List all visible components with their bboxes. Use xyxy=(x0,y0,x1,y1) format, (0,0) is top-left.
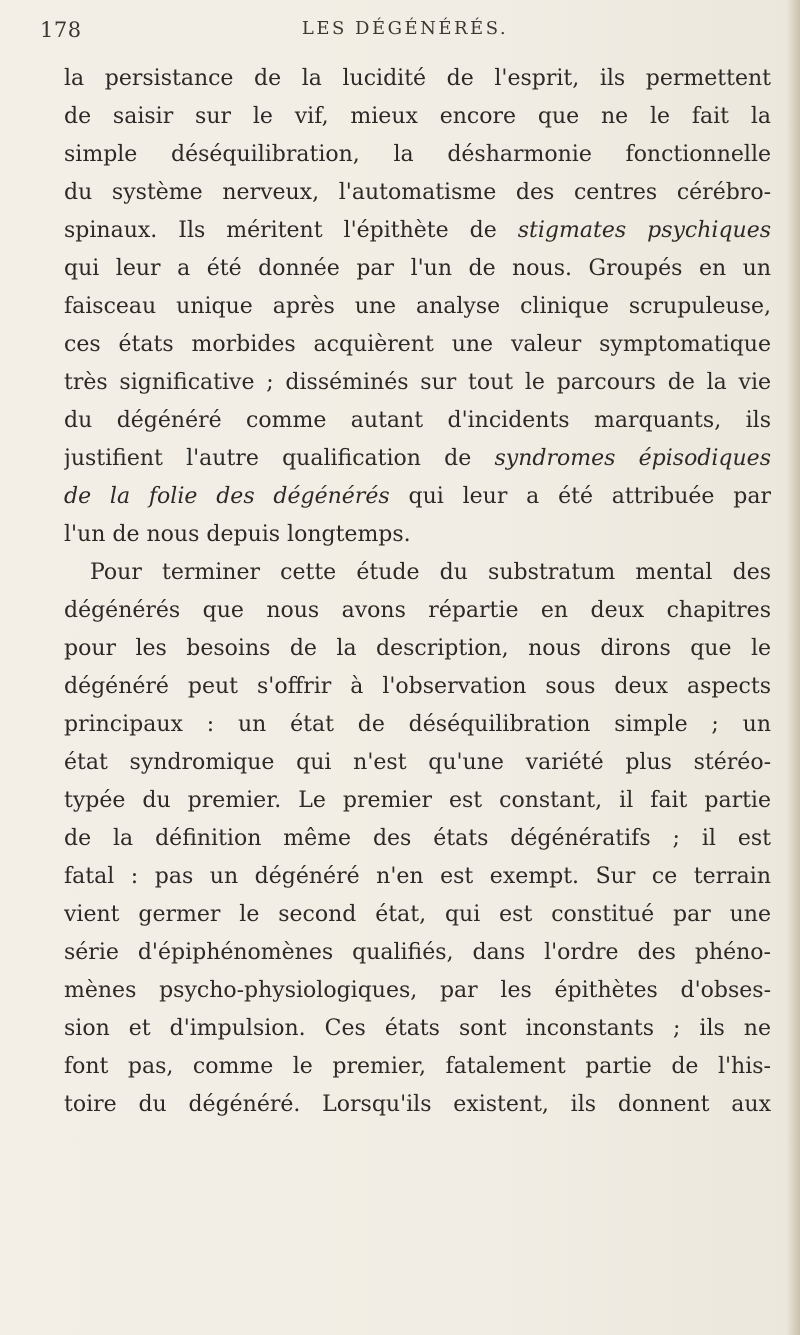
text-line-16 xyxy=(64,630,771,668)
text-run: simple déséquilibration, la désharmonie fonctionnelle xyxy=(64,142,771,167)
text-line-5 xyxy=(64,212,771,250)
text-run: état syndromique qui n'est qu'une variété plus stéréo- xyxy=(64,750,771,775)
text-line-8 xyxy=(64,326,771,364)
text-line-12 xyxy=(64,478,771,516)
text-run: faisceau unique après une analyse clinique scrupuleuse, xyxy=(64,294,771,319)
text-run: principaux : un état de déséquilibration simple ; un xyxy=(64,712,771,737)
text-run: pour les besoins de la description, nous dirons que le xyxy=(64,636,771,661)
text-run: très significative ; disséminés sur tout le parcours de la vie xyxy=(64,370,771,395)
page-number: 178 xyxy=(40,18,82,42)
text-run: mènes psycho-physiologiques, par les épithètes d'obses- xyxy=(64,978,771,1003)
text-run: du système nerveux, l'automatisme des centres cérébro- xyxy=(64,180,771,205)
text-run: font pas, comme le premier, fatalement partie de l'his- xyxy=(64,1054,771,1079)
text-line-3 xyxy=(64,136,771,174)
text-run: de saisir sur le vif, mieux encore que ne le fait la xyxy=(64,104,771,129)
text-line-28 xyxy=(64,1086,771,1124)
text-run: dégénéré peut s'offrir à l'observation sous deux aspects xyxy=(64,674,771,699)
text-line-4 xyxy=(64,174,771,212)
text-line-11 xyxy=(64,440,771,478)
text-run: qui leur a été donnée par l'un de nous. Groupés en un xyxy=(64,256,771,281)
text-line-27 xyxy=(64,1048,771,1086)
page-edge-shadow xyxy=(786,0,800,1335)
italic-text: syndromes épisodiques xyxy=(494,446,771,471)
text-run: fatal : pas un dégénéré n'en est exempt. Sur ce terrain xyxy=(64,864,771,889)
text-run: qui leur a été attribuée par xyxy=(389,484,771,509)
text-line-24 xyxy=(64,934,771,972)
text-line-15 xyxy=(64,592,771,630)
running-title: LES DÉGÉNÉRÉS. xyxy=(301,18,509,39)
text-run: justifient l'autre qualification de xyxy=(64,446,495,471)
text-line-13 xyxy=(64,516,771,554)
text-line-6 xyxy=(64,250,771,288)
body-text xyxy=(64,60,771,1124)
page-header xyxy=(40,12,770,52)
text-line-9 xyxy=(64,364,771,402)
text-run: l'un de nous depuis longtemps. xyxy=(64,522,411,547)
text-line-2 xyxy=(64,98,771,136)
text-run: la persistance de la lucidité de l'esprit, ils permettent xyxy=(64,66,771,91)
text-line-7 xyxy=(64,288,771,326)
text-run: ces états morbides acquièrent une valeur symptomatique xyxy=(64,332,771,357)
text-line-25 xyxy=(64,972,771,1010)
text-run: du dégénéré comme autant d'incidents marquants, ils xyxy=(64,408,771,433)
text-line-21 xyxy=(64,820,771,858)
text-line-10 xyxy=(64,402,771,440)
text-line-26 xyxy=(64,1010,771,1048)
text-line-17 xyxy=(64,668,771,706)
text-run: toire du dégénéré. Lorsqu'ils existent, ils donnent aux xyxy=(64,1092,771,1117)
text-run: Pour terminer cette étude du substratum mental des xyxy=(90,560,771,585)
text-run: de la définition même des états dégénératifs ; il est xyxy=(64,826,771,851)
text-line-1 xyxy=(64,60,771,98)
text-line-22 xyxy=(64,858,771,896)
text-line-18 xyxy=(64,706,771,744)
text-line-23 xyxy=(64,896,771,934)
text-run: spinaux. Ils méritent l'épithète de xyxy=(64,218,518,243)
text-line-14 xyxy=(64,554,771,592)
text-run: vient germer le second état, qui est constitué par une xyxy=(64,902,771,927)
text-run: série d'épiphénomènes qualifiés, dans l'ordre des phéno- xyxy=(64,940,771,965)
italic-text: de la folie des dégénérés xyxy=(64,484,390,509)
text-run: sion et d'impulsion. Ces états sont inconstants ; ils ne xyxy=(64,1016,771,1041)
text-run: dégénérés que nous avons répartie en deux chapitres xyxy=(64,598,771,623)
text-run: typée du premier. Le premier est constant, il fait partie xyxy=(64,788,771,813)
text-line-19 xyxy=(64,744,771,782)
italic-text: stigmates psychiques xyxy=(517,218,771,243)
text-line-20 xyxy=(64,782,771,820)
